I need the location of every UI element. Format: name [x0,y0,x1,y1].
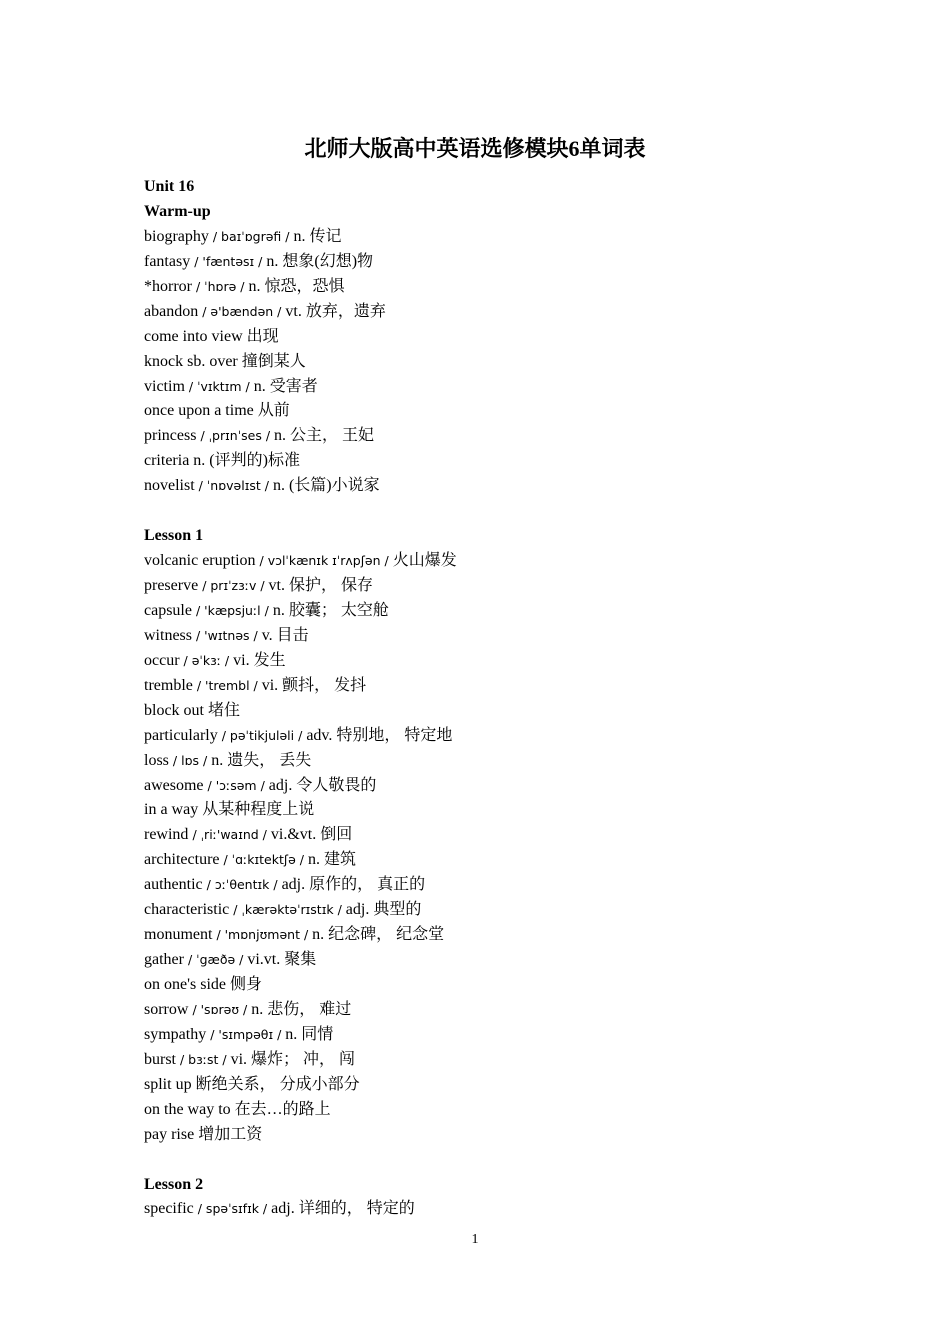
vocab-phonetic: / vɔlˈkænɪk ɪˈrʌpʃən / [259,553,389,569]
vocab-entry [144,1197,844,1222]
vocab-word: characteristic [144,901,230,919]
section-heading: Lesson 2 [144,1175,204,1193]
vocab-phonetic: / ˈhɒrə / [195,278,245,294]
vocab-phonetic: / 'sɒrəʊ / [192,1001,248,1017]
vocab-entry [144,774,844,799]
section-spacer [144,499,844,524]
vocab-phonetic: / 'wɪtnəs / [196,627,258,643]
vocab-word: knock sb. over [144,352,238,370]
vocab-entry [144,250,844,275]
vocab-definition: n. (长篇)小说家 [272,477,380,495]
vocab-phonetic: / ɔːˈθentɪk / [206,877,278,893]
vocabulary-list [144,175,844,1222]
vocab-entry [144,1048,844,1073]
vocab-entry [144,674,844,699]
vocab-phonetic: / ˌkærəktəˈrɪstɪk / [233,902,342,918]
vocab-definition: n. 遗失， 丢失 [211,751,312,769]
vocab-phonetic: / 'ɔːsəm / [207,777,265,793]
vocab-word: capsule [144,601,192,619]
vocab-entry [144,1098,844,1123]
vocab-definition: 撞倒某人 [241,352,306,370]
vocab-entry [144,749,844,774]
vocab-phonetic: / ə'bændən / [202,303,282,319]
vocab-definition: adj. 典型的 [345,901,422,919]
page-number: 1 [471,1232,479,1247]
vocab-definition: 火山爆发 [392,552,457,570]
vocab-entry [144,923,844,948]
vocab-definition: 增加工资 [198,1125,263,1143]
vocab-word: sympathy [144,1025,207,1043]
vocab-word: loss [144,751,169,769]
vocab-entry [144,649,844,674]
section-heading: Unit 16 [144,178,195,195]
vocab-word: novelist [144,477,195,495]
vocab-entry [144,948,844,973]
vocab-entry [144,375,844,400]
vocab-word: sorrow [144,1000,189,1018]
vocab-word: rewind [144,826,189,844]
vocab-entry [144,724,844,749]
vocab-definition: n. 传记 [293,227,342,245]
vocab-entry [144,474,844,499]
vocab-definition: n. 悲伤， 难过 [251,1000,352,1018]
vocab-phonetic: / ˌriː'waɪnd / [192,827,267,843]
vocab-entry [144,973,844,998]
vocab-entry [144,399,844,424]
vocab-entry [144,848,844,873]
vocab-phonetic: / 'fæntəsɪ / [194,253,263,269]
vocab-phonetic: / ˈvɪktɪm / [188,378,250,394]
vocab-phonetic: / əˈkɜː / [183,652,230,668]
vocab-word: come into view [144,327,243,345]
vocab-word: once upon a time [144,402,254,420]
vocab-phonetic: / ˈɑːkɪtektʃə / [223,852,304,868]
vocab-entry [144,1023,844,1048]
vocab-definition: n. 想象(幻想)物 [266,252,374,270]
vocab-definition: 从某种程度上说 [202,801,315,819]
vocab-phonetic: / ˈgæðə / [187,952,244,968]
vocab-definition: vi. 发生 [233,651,286,669]
vocab-entry [144,275,844,300]
vocab-phonetic: / pəˈtikjuləli / [221,727,303,743]
page-title: 北师大版高中英语选修模块6单词表 [304,136,646,161]
vocab-word: victim [144,377,185,395]
vocab-entry [144,699,844,724]
vocab-entry [144,1073,844,1098]
vocab-entry [144,300,844,325]
vocab-phonetic: / 'kæpsjuːl / [195,602,269,618]
vocab-phonetic: / 'trembl / [196,677,258,693]
vocab-definition: vt. 保护， 保存 [268,577,373,594]
vocab-word: abandon [144,302,199,320]
vocab-word: in a way [144,801,199,819]
vocab-definition: vi.&vt. 倒回 [270,826,353,844]
vocab-word: particularly [144,726,218,744]
vocab-word: monument [144,926,213,944]
vocab-phonetic: / ˌprɪnˈses / [200,428,271,444]
vocab-word: gather [144,951,184,969]
vocab-entry [144,225,844,250]
vocab-definition: 侧身 [229,976,262,993]
vocab-word: block out [144,701,204,719]
vocab-entry [144,624,844,649]
vocab-phonetic: / 'mɒnjʊmənt / [216,927,309,943]
vocab-word: volcanic eruption [144,552,256,570]
vocab-phonetic: / ˈnɒvəlɪst / [198,478,269,494]
vocab-definition: 出现 [246,327,279,345]
vocab-definition: adv. 特别地， 特定地 [306,726,453,744]
vocab-definition: vt. 放弃，遗弃 [285,302,386,320]
vocab-definition: n. 受害者 [253,377,318,395]
vocab-word: architecture [144,851,220,869]
vocab-definition: n. 纪念碑， 纪念堂 [312,926,445,944]
vocab-phonetic: / 'sɪmpəθɪ / [210,1026,282,1042]
section-heading: Warm-up [144,202,211,220]
vocab-entry [144,873,844,898]
vocab-definition: n. 惊恐，恐惧 [248,277,345,295]
vocab-definition: adj. 原作的， 真正的 [281,876,426,894]
vocab-phonetic: / prɪˈzɜːv / [202,578,265,593]
vocab-phonetic: / lɒs / [172,752,208,768]
vocab-word: preserve [144,577,199,594]
vocab-word: on one's side [144,976,226,993]
vocab-entry [144,449,844,474]
vocab-definition: vi. 颤抖， 发抖 [261,676,367,694]
vocab-word: pay rise [144,1125,195,1143]
vocab-entry [144,898,844,923]
vocab-entry [144,574,844,599]
vocab-word: occur [144,651,180,669]
vocab-word: on the way to [144,1100,231,1118]
vocab-definition: n. (评判的)标准 [193,452,300,470]
vocab-word: criteria [144,452,190,470]
vocab-entry [144,549,844,574]
vocab-definition: 堵住 [208,701,241,719]
vocab-definition: 从前 [257,402,290,420]
vocab-word: tremble [144,676,193,694]
vocab-definition: vi.vt. 聚集 [247,951,317,969]
vocab-word: burst [144,1050,176,1068]
vocab-word: biography [144,227,209,245]
vocab-word: princess [144,427,197,445]
section-spacer [144,1148,844,1173]
vocab-word: authentic [144,876,203,894]
vocab-entry [144,325,844,350]
vocab-entry [144,798,844,823]
vocab-entry [144,823,844,848]
vocab-word: specific [144,1200,194,1218]
vocab-entry [144,998,844,1023]
vocab-definition: n. 同情 [285,1025,334,1043]
vocab-phonetic: / baɪˈɒgrəfi / [212,228,290,244]
vocab-word: witness [144,626,192,644]
vocab-entry [144,599,844,624]
vocab-definition: 断绝关系， 分成小部分 [195,1075,360,1093]
vocab-definition: n. 胶囊； 太空舱 [272,601,389,619]
vocab-word: awesome [144,776,204,794]
vocab-phonetic: / spəˈsɪfɪk / [197,1201,268,1217]
vocab-entry [144,350,844,375]
vocab-word: split up [144,1075,192,1093]
vocab-word: *horror [144,277,192,295]
vocab-definition: 在去…的路上 [234,1100,331,1118]
vocab-entry [144,424,844,449]
vocab-word: fantasy [144,252,191,270]
vocab-phonetic: / bɜːst / [180,1051,227,1067]
section-heading: Lesson 1 [144,527,204,545]
vocab-definition: n. 公主， 王妃 [274,427,375,445]
vocab-definition: v. 目击 [261,626,309,644]
vocab-definition: vi. 爆炸； 冲， 闯 [230,1050,356,1068]
vocab-definition: n. 建筑 [307,851,356,869]
vocab-definition: adj. 令人敬畏的 [268,776,377,794]
vocab-definition: adj. 详细的， 特定的 [271,1200,415,1218]
vocab-entry [144,1123,844,1148]
